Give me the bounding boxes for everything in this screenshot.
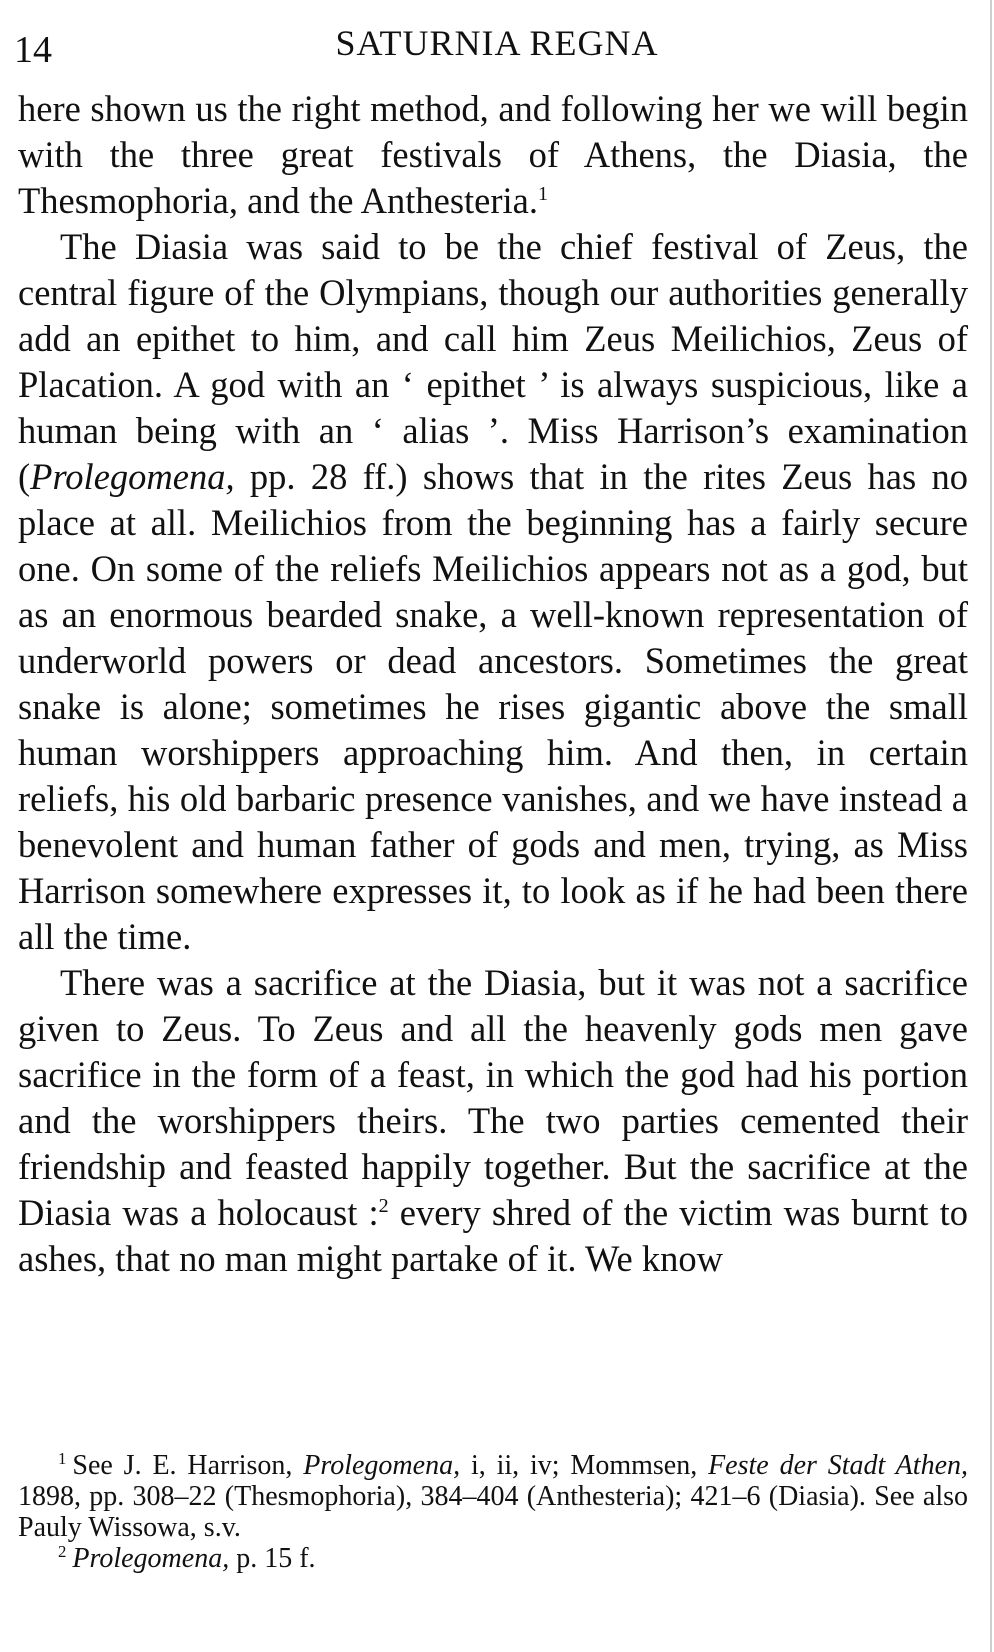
footnote-1-text-c: 1898, pp. 308–22 (Thesmophoria), 384–404 (Anthesteria); 421–6 (Diasia). See also Pauly Wissowa, s.v. (18, 1481, 968, 1543)
paragraph-1 (18, 86, 968, 224)
footnote-ref-1: 1 (537, 182, 549, 205)
page-header (0, 18, 994, 71)
footnote-2-italic: Prolegomena, (72, 1543, 230, 1574)
page-edge-divider (990, 0, 992, 1652)
footnotes (18, 1450, 968, 1574)
page-number: 14 (14, 29, 52, 71)
paragraph-2 (18, 224, 968, 960)
footnote-2-text-b: p. 15 f. (229, 1543, 316, 1574)
paragraph-1-text: here shown us the right method, and following her we will begin with the three great festivals of Athens, the Diasia, the Thesmophoria, and the Anthesteria. (18, 88, 968, 221)
footnote-ref-2: 2 (378, 1194, 389, 1217)
running-head: SATURNIA REGNA (335, 23, 659, 63)
footnote-1-italic-2: Feste der Stadt Athen, (708, 1450, 968, 1481)
body-text (18, 86, 968, 1282)
footnote-1-text-a: See J. E. Harrison, (72, 1450, 304, 1481)
paragraph-2-italic: Prolegomena, (30, 456, 235, 497)
footnote-1 (18, 1450, 968, 1543)
footnote-1-text-b: i, ii, iv; Mommsen, (460, 1450, 709, 1481)
paragraph-2-text-b: pp. 28 ff.) shows that in the rites Zeus has no place at all. Meilichios from the beginning has a fairly secure one. On some of the reliefs Meilichios appears not as a god, but as an enormous bearded snake, a well-known representation of underworld powers or dead ancestors. Sometimes the great snake is alone; sometimes he rises gigantic above the small human worshippers approaching him. And then, in certain reliefs, his old barbaric presence vanishes, and we have instead a benevolent and human father of gods and men, trying, as Miss Harrison somewhere expresses it, to look as if he had been there all the time. (18, 456, 968, 957)
paragraph-2-text-a: The Diasia was said to be the chief festival of Zeus, the central figure of the Olympians, though our authorities generally add an epithet to him, and call him Zeus Meilichios, Zeus of Placation. A god with an ‘ epithet ’ is always suspicious, like a human being with an ‘ alias ’. Miss Harrison’s examination ( (18, 226, 968, 497)
footnote-2-mark: 2 (58, 1541, 67, 1561)
paragraph-3-text-a: There was a sacrifice at the Diasia, but it was not a sacrifice given to Zeus. To Zeus and all the heavenly gods men gave sacrifice in the form of a feast, in which the god had his portion and the worshippers theirs. The two parties cemented their friendship and feasted happily together. But the sacrifice at the Diasia was a holocaust : (18, 962, 968, 1233)
footnote-1-italic-1: Prolegomena, (303, 1450, 461, 1481)
footnote-2 (18, 1543, 968, 1574)
paragraph-3 (18, 960, 968, 1282)
footnote-1-mark: 1 (58, 1448, 67, 1468)
paragraph-3-text-b: every shred of the victim was burnt to ashes, that no man might partake of it. We know (18, 1192, 968, 1279)
